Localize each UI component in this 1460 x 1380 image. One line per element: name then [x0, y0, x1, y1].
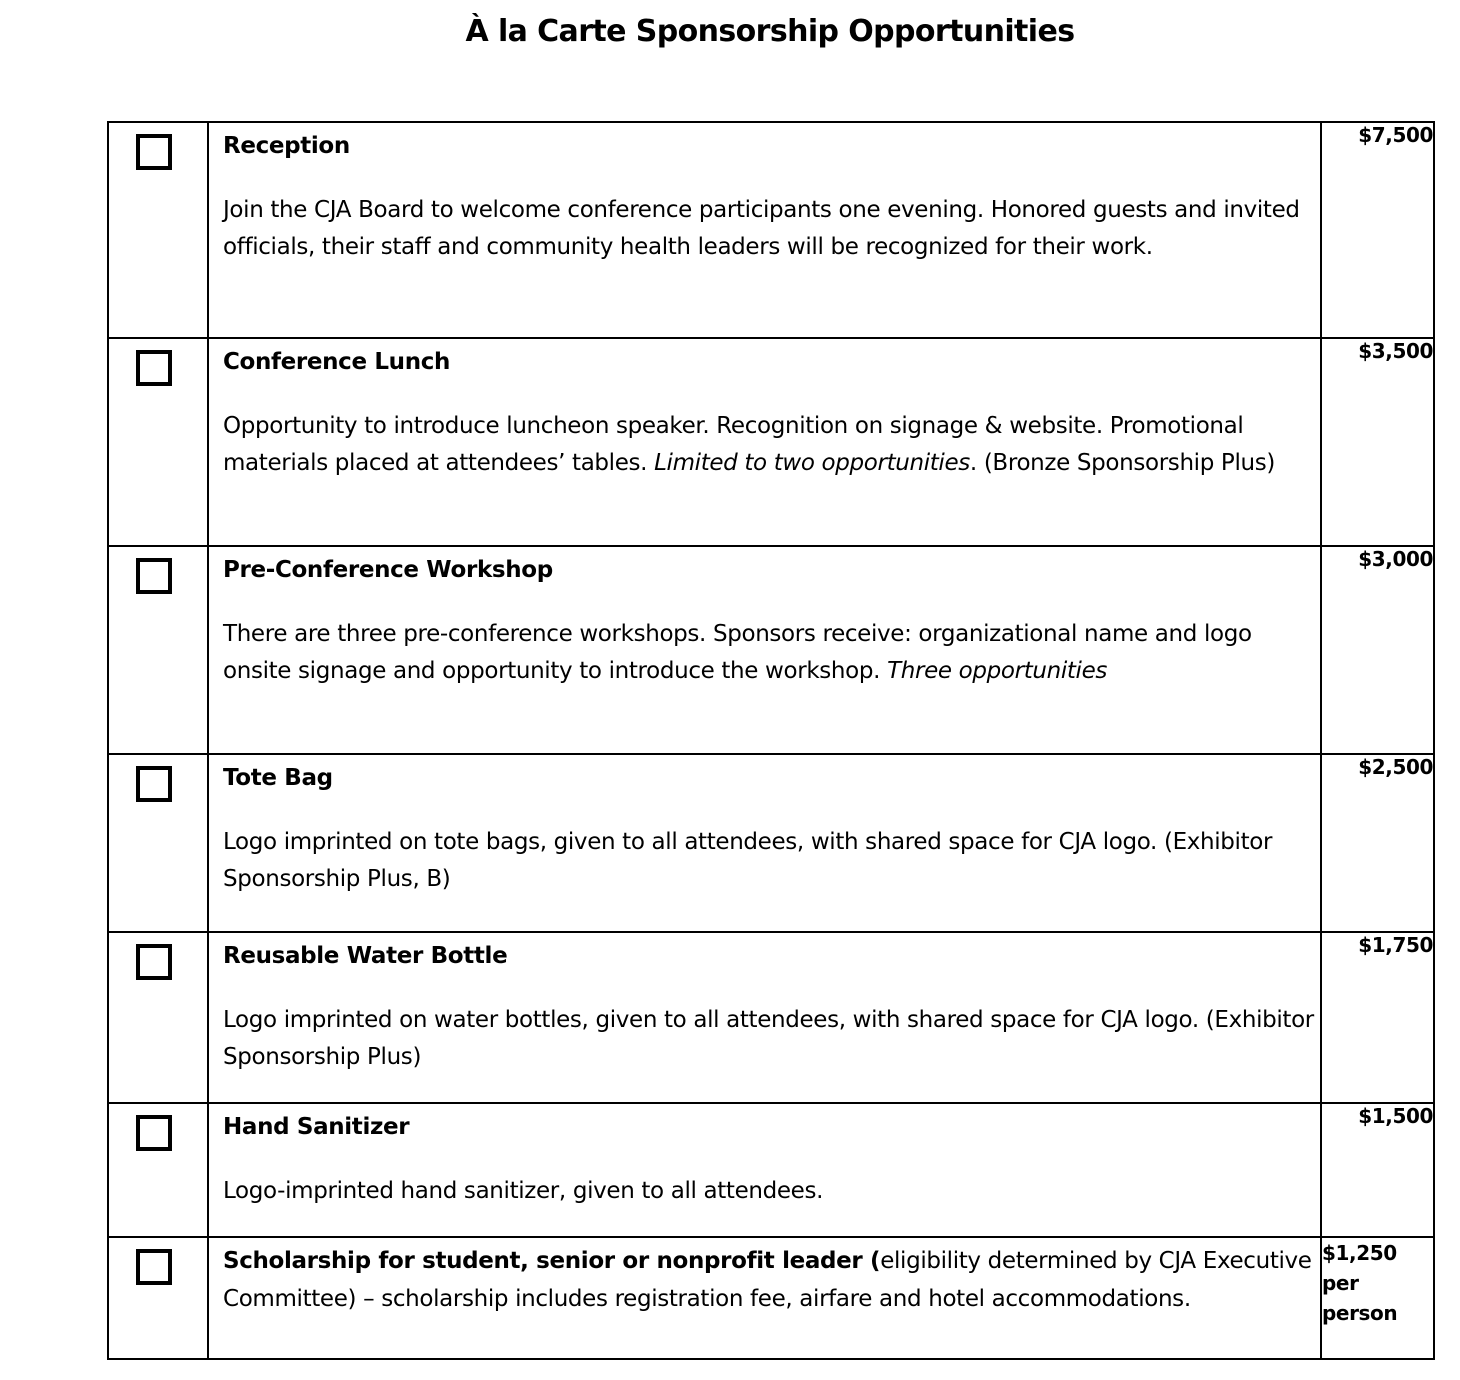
- item-description-italic: Three opportunities: [887, 658, 1108, 684]
- table-row: [108, 122, 1434, 338]
- checkbox-conference-lunch[interactable]: [136, 350, 172, 386]
- item-price-unit: person: [1322, 1301, 1398, 1325]
- checkbox-cell: [108, 122, 208, 338]
- checkbox-reception[interactable]: [136, 134, 172, 170]
- item-description-italic: Limited to two opportunities: [654, 450, 970, 476]
- description-cell: [208, 546, 1321, 754]
- item-description: Opportunity to introduce luncheon speaker. Recognition on signage & website. Promotional materials placed at attendees’ tables.: [223, 412, 1244, 476]
- description-cell: [208, 338, 1321, 546]
- item-price: $2,500: [1321, 754, 1434, 932]
- description-cell: [208, 932, 1321, 1103]
- table-row: [108, 1237, 1434, 1359]
- item-description: Join the CJA Board to welcome conference participants one evening. Honored guests and invited officials, their staff and community health leaders will be recognized for their work.: [223, 196, 1300, 260]
- item-description: There are three pre-conference workshops. Sponsors receive: organizational name and logo onsite signage and opportunity to introduce the workshop.: [223, 620, 1252, 684]
- checkbox-hand-sanitizer[interactable]: [136, 1115, 172, 1151]
- checkbox-cell: [108, 754, 208, 932]
- checkbox-cell: [108, 932, 208, 1103]
- item-price-unit: per: [1322, 1271, 1359, 1295]
- item-price: $7,500: [1321, 122, 1434, 338]
- item-name: Pre-Conference Workshop: [223, 557, 553, 583]
- item-description-after: . (Bronze Sponsorship Plus): [969, 450, 1275, 476]
- table-row: [108, 1103, 1434, 1237]
- table-row: [108, 932, 1434, 1103]
- item-name: Tote Bag: [223, 765, 333, 791]
- item-price: $3,000: [1321, 546, 1434, 754]
- item-price: $1,750: [1321, 932, 1434, 1103]
- item-description: eligibility determined by CJA Executive Committee) – scholarship includes registration fee, airfare and hotel accommodations.: [223, 1248, 1312, 1312]
- table-row: [108, 546, 1434, 754]
- description-cell: [208, 1237, 1321, 1359]
- checkbox-pre-conference-workshop[interactable]: [136, 558, 172, 594]
- checkbox-cell: [108, 338, 208, 546]
- table-row: [108, 338, 1434, 546]
- description-cell: [208, 122, 1321, 338]
- item-name: Scholarship for student, senior or nonprofit leader (: [223, 1248, 881, 1274]
- item-name: Reception: [223, 133, 350, 159]
- checkbox-cell: [108, 1237, 208, 1359]
- checkbox-cell: [108, 546, 208, 754]
- description-cell: [208, 1103, 1321, 1237]
- table-row: [108, 754, 1434, 932]
- item-price: $1,250: [1322, 1241, 1397, 1265]
- checkbox-reusable-water-bottle[interactable]: [136, 944, 172, 980]
- checkbox-cell: [108, 1103, 208, 1237]
- item-description: Logo-imprinted hand sanitizer, given to all attendees.: [223, 1177, 824, 1204]
- description-cell: [208, 754, 1321, 932]
- checkbox-scholarship[interactable]: [136, 1249, 172, 1285]
- checkbox-tote-bag[interactable]: [136, 766, 172, 802]
- page-title: À la Carte Sponsorship Opportunities: [465, 14, 1075, 49]
- item-description: Logo imprinted on water bottles, given to all attendees, with shared space for CJA logo. (Exhibitor Sponsorship Plus): [223, 1006, 1314, 1070]
- item-name: Hand Sanitizer: [223, 1114, 410, 1140]
- item-price-cell: [1321, 1237, 1434, 1359]
- sponsorship-table: [107, 121, 1435, 1360]
- item-name: Reusable Water Bottle: [223, 943, 508, 969]
- item-price: $3,500: [1321, 338, 1434, 546]
- item-description: Logo imprinted on tote bags, given to all attendees, with shared space for CJA logo. (Exhibitor Sponsorship Plus, B): [223, 828, 1273, 892]
- item-price: $1,500: [1321, 1103, 1434, 1237]
- item-name: Conference Lunch: [223, 349, 451, 375]
